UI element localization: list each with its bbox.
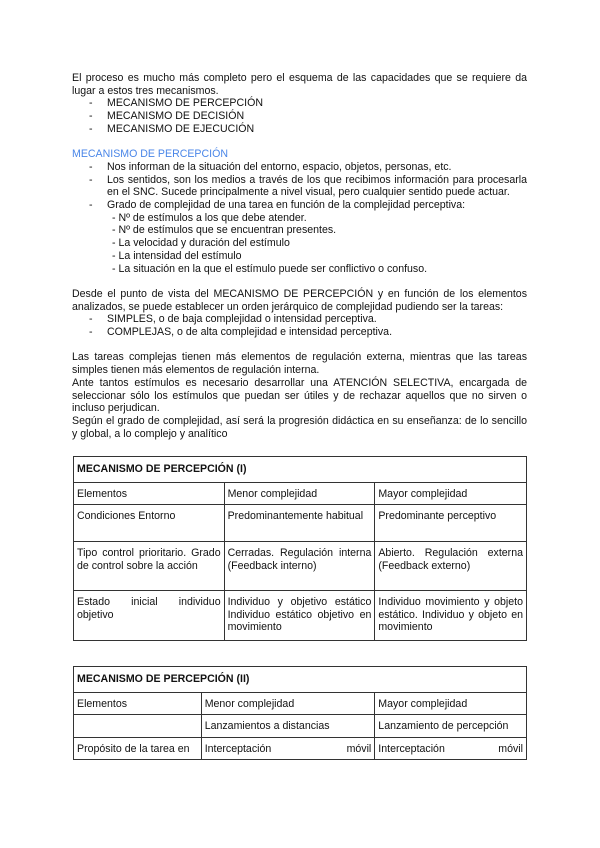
document-page (72, 72, 527, 760)
table-cell (74, 715, 202, 738)
table-cell: Menor complejidad (224, 482, 375, 505)
table-row (74, 591, 527, 641)
intro-paragraph: El proceso es mucho más completo pero el esquema de las capacidades que se requiere da lugar a estos tres mecanismos. (72, 72, 527, 97)
table-row (74, 542, 527, 591)
perception-table-1 (73, 456, 527, 641)
sub-list (72, 212, 527, 276)
table-cell: Lanzamientos a distancias (201, 715, 375, 738)
table-row (74, 505, 527, 542)
table-cell: Cerradas. Regulación interna (Feedback interno) (224, 542, 375, 591)
table-cell: Predominantemente habitual (224, 505, 375, 542)
hierarchy-list (72, 313, 527, 338)
table-cell: Mayor complejidad (375, 692, 527, 715)
table-row (74, 737, 527, 760)
hierarchy-paragraph: Desde el punto de vista del MECANISMO DE PERCEPCIÓN y en función de los elementos analizados, se puede establecer un orden jerárquico de complejidad pudiendo ser la tareas: (72, 287, 527, 313)
table-cell: Predominante perceptivo (375, 505, 527, 542)
table-cell: Interceptación móvil (375, 737, 527, 760)
table-cell: Tipo control prioritario. Grado de control sobre la acción (74, 542, 225, 591)
list-item: - Nos informan de la situación del entorno, espacio, objetos, personas, etc. (107, 161, 527, 174)
table-cell: Interceptación móvil (201, 737, 375, 760)
paragraph: Ante tantos estímulos es necesario desarrollar una ATENCIÓN SELECTIVA, encargada de seleccionar sólo los estímulos que puedan ser útiles y de rechazar aquellos que no sirven o incluso perjudican. (72, 376, 527, 415)
table-title: MECANISMO DE PERCEPCIÓN (II) (74, 667, 527, 693)
table-cell: Mayor complejidad (375, 482, 527, 505)
table-cell: Estado inicial individuo objetivo (74, 591, 225, 641)
mechanism-list (72, 97, 527, 135)
table-row (74, 692, 527, 715)
table-cell: Abierto. Regulación externa (Feedback externo) (375, 542, 527, 591)
list-item: - Grado de complejidad de una tarea en función de la complejidad perceptiva: (107, 199, 527, 212)
table-cell: Menor complejidad (201, 692, 375, 715)
list-item: - COMPLEJAS, o de alta complejidad e intensidad perceptiva. (107, 326, 527, 339)
sub-item: - La velocidad y duración del estímulo (112, 237, 290, 250)
sub-item: - La intensidad del estímulo (112, 249, 242, 262)
list-item: - MECANISMO DE EJECUCIÓN (107, 123, 527, 136)
table-cell: Lanzamiento de percepción (375, 715, 527, 738)
table-cell: Individuo y objetivo estático Individuo estático objetivo en movimiento (224, 591, 375, 641)
list-item: - MECANISMO DE PERCEPCIÓN (107, 97, 527, 110)
sub-item: - Nº de estímulos a los que debe atender. (112, 211, 307, 224)
table-row (74, 715, 527, 738)
table-cell: Elementos (74, 692, 202, 715)
section-heading: MECANISMO DE PERCEPCIÓN (72, 148, 228, 161)
sub-item: - Nº de estímulos que se encuentran presentes. (112, 224, 337, 237)
table-cell: Elementos (74, 482, 225, 505)
table-cell: Condiciones Entorno (74, 505, 225, 542)
list-item: - SIMPLES, o de baja complejidad o intensidad perceptiva. (107, 313, 527, 326)
section-bullets (72, 161, 527, 212)
sub-item: - La situación en la que el estímulo puede ser conflictivo o confuso. (112, 262, 428, 275)
table-title: MECANISMO DE PERCEPCIÓN (I) (74, 457, 527, 483)
paragraph: Las tareas complejas tienen más elementos de regulación externa, mientras que las tareas simples tienen más elementos de regulación interna. (72, 351, 527, 377)
table-row (74, 482, 527, 505)
list-item: - Los sentidos, son los medios a través de los que recibimos información para procesarla en el SNC. Sucede principalmente a nivel visual, pero cualquier sentido puede actuar. (107, 174, 527, 199)
table-cell: Propósito de la tarea en (74, 737, 202, 760)
paragraph: Según el grado de complejidad, así será la progresión didáctica en su enseñanza: de lo sencillo y global, a lo complejo y analítico (72, 414, 527, 440)
table-cell: Individuo movimiento y objeto estático. Individuo y objeto en movimiento (375, 591, 527, 641)
list-item: - MECANISMO DE DECISIÓN (107, 110, 527, 123)
perception-table-2 (73, 666, 527, 760)
